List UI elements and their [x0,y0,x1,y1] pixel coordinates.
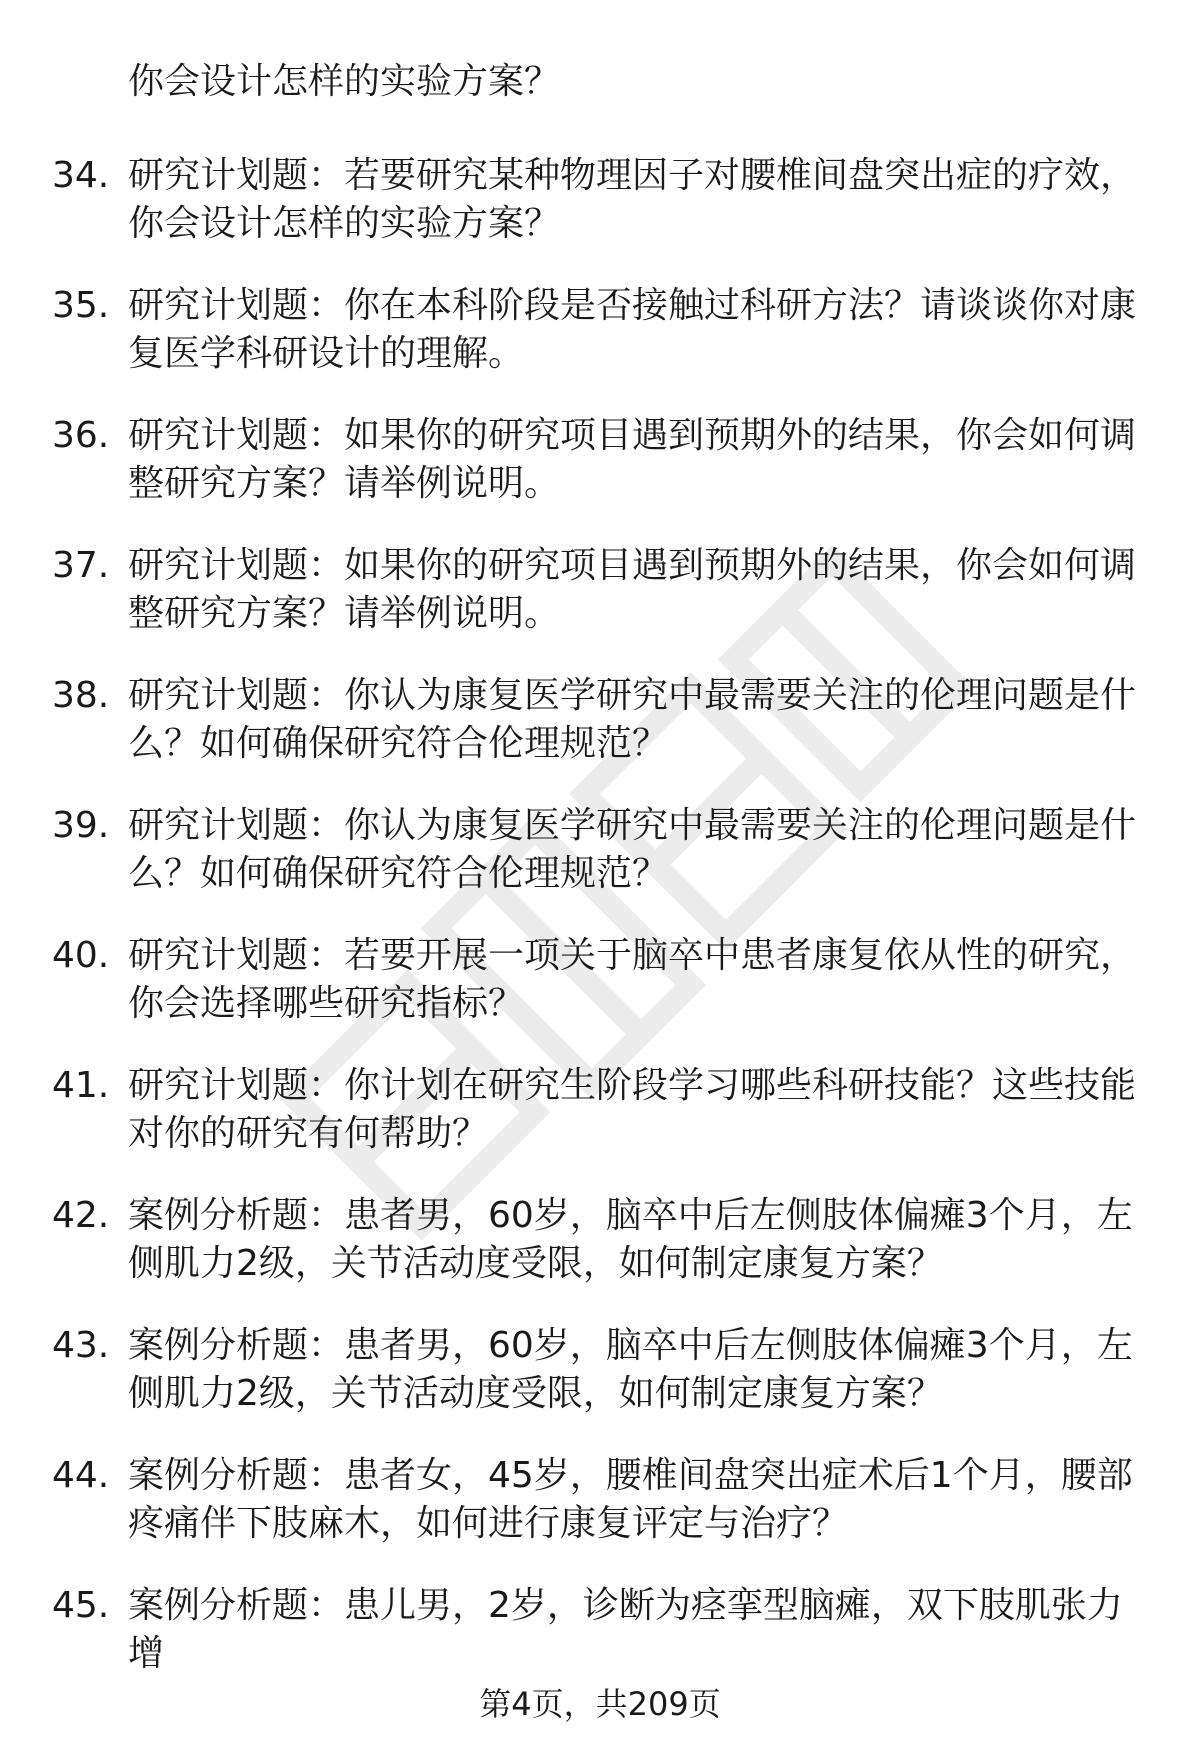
question-number: 37. [52,545,110,586]
question-number: 36. [52,415,110,456]
question-item [0,672,1200,802]
question-number: 42. [52,1195,110,1236]
question-item [0,802,1200,932]
question-number: 45. [52,1585,110,1626]
question-item [0,1192,1200,1322]
question-item [0,152,1200,282]
question-list [0,152,1200,1712]
question-item [0,542,1200,672]
question-item [0,282,1200,412]
question-number: 43. [52,1325,110,1366]
question-text: 案例分析题：患者男，60岁，脑卒中后左侧肢体偏瘫3个月，左侧肌力2级，关节活动度受限，如何制定康复方案？ [128,1325,1133,1414]
question-item [0,1062,1200,1192]
question-text: 研究计划题：你在本科阶段是否接触过科研方法？请谈谈你对康复医学科研设计的理解。 [128,285,1137,374]
question-item [0,412,1200,542]
question-text: 案例分析题：患者女，45岁，腰椎间盘突出症术后1个月，腰部疼痛伴下肢麻木，如何进行康复评定与治疗？ [128,1455,1133,1544]
question-text: 研究计划题：你认为康复医学研究中最需要关注的伦理问题是什么？如何确保研究符合伦理规范？ [128,805,1137,894]
question-text: 案例分析题：患儿男，2岁，诊断为痉挛型脑瘫，双下肢肌张力增 [128,1585,1123,1674]
question-text: 研究计划题：若要研究某种物理因子对腰椎间盘突出症的疗效，你会设计怎样的实验方案？ [128,155,1137,244]
continuation-text: 你会设计怎样的实验方案？ [128,61,561,102]
question-number: 40. [52,935,110,976]
question-text: 研究计划题：你计划在研究生阶段学习哪些科研技能？这些技能对你的研究有何帮助？ [128,1065,1137,1154]
question-number: 35. [52,285,110,326]
question-number: 39. [52,805,110,846]
question-item [0,1452,1200,1582]
question-number: 34. [52,155,110,196]
page-footer: 第4页，共209页 [479,1685,721,1723]
question-text: 案例分析题：患者男，60岁，脑卒中后左侧肢体偏瘫3个月，左侧肌力2级，关节活动度受限，如何制定康复方案？ [128,1195,1133,1284]
question-text: 研究计划题：如果你的研究项目遇到预期外的结果，你会如何调整研究方案？请举例说明。 [128,415,1137,504]
question-number: 44. [52,1455,110,1496]
question-text: 研究计划题：若要开展一项关于脑卒中患者康复依从性的研究，你会选择哪些研究指标？ [128,935,1137,1024]
question-item [0,932,1200,1062]
question-number: 41. [52,1065,110,1106]
question-text: 研究计划题：如果你的研究项目遇到预期外的结果，你会如何调整研究方案？请举例说明。 [128,545,1137,634]
question-item [0,1322,1200,1452]
question-number: 38. [52,675,110,716]
question-text: 研究计划题：你认为康复医学研究中最需要关注的伦理问题是什么？如何确保研究符合伦理规范？ [128,675,1137,764]
